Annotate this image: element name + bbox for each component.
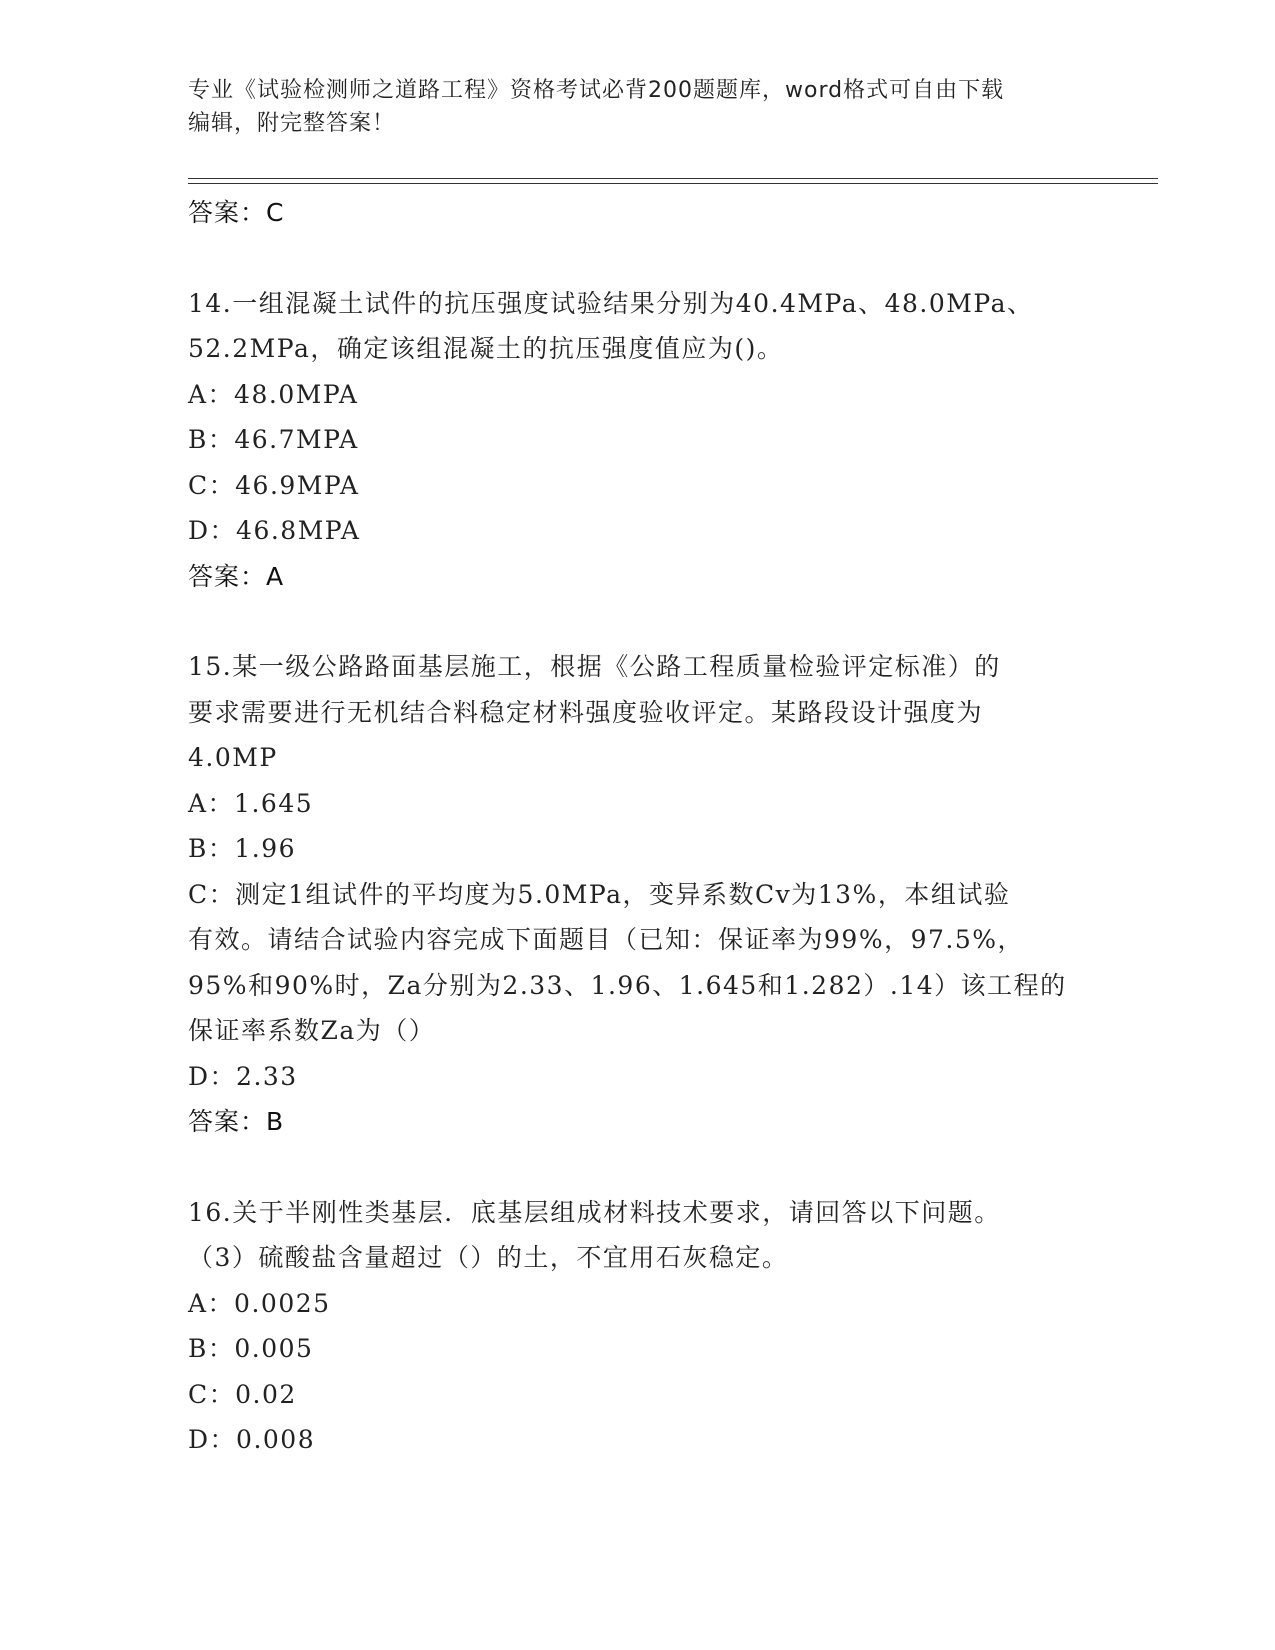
answer-line: 答案：A [188,561,285,591]
option-a: A：48.0MPA [188,379,359,409]
spacer [188,599,1088,644]
option-d: D：2.33 [188,1061,298,1091]
option-b: B：0.005 [188,1334,314,1363]
question-stem: 16.关于半刚性类基层．底基层组成材料技术要求，请回答以下问题。 [188,1197,1001,1227]
question-stem: 要求需要进行无机结合料稳定材料强度验收评定。某路段设计强度为 [188,697,984,727]
question-stem: 52.2MPa，确定该组混凝土的抗压强度值应为()。 [188,334,784,363]
question-list [188,190,1088,1463]
header-divider [188,178,1158,179]
spacer [188,1145,1088,1190]
answer-line: 答案：B [188,1107,285,1136]
question-block [188,281,1088,600]
question-stem: 15.某一级公路路面基层施工，根据《公路工程质量检验评定标准）的 [188,652,1001,681]
option-d: D：0.008 [188,1425,316,1454]
header-title-line: 编辑，附完整答案！ [188,111,396,136]
option-c: 有效。请结合试验内容完成下面题目（已知：保证率为99%，97.5%， [188,925,1024,954]
option-a: A：1.645 [188,788,314,818]
question-stem: 14.一组混凝土试件的抗压强度试验结果分别为40.4MPa、48.0MPa、 [188,288,1034,318]
option-a: A：0.0025 [188,1288,331,1318]
option-c: C：测定1组试件的平均度为5.0MPa，变异系数Cv为13%，本组试验 [188,879,1011,909]
question-block [188,644,1088,1145]
question-stem: 4.0MP [188,743,278,772]
spacer [188,236,1088,281]
option-b: B：46.7MPA [188,425,359,454]
option-c: 保证率系数Za为（） [188,1016,436,1045]
option-c: C：46.9MPA [188,470,360,500]
header-divider [188,183,1158,184]
header-title-line: 专业《试验检测师之道路工程》资格考试必背200题题库，word格式可自由下载 [188,78,1005,103]
option-c: C：0.02 [188,1379,297,1409]
document-header [188,74,1088,140]
option-d: D：46.8MPA [188,516,361,545]
option-b: B：1.96 [188,834,297,863]
answer-line: 答案：C [188,198,285,227]
question-block [188,1190,1088,1463]
option-c: 95%和90%时，Za分别为2.33、1.96、1.645和1.282）.14）该工程的 [188,970,1067,1000]
question-stem: （3）硫酸盐含量超过（）的土，不宜用石灰稳定。 [188,1243,789,1272]
